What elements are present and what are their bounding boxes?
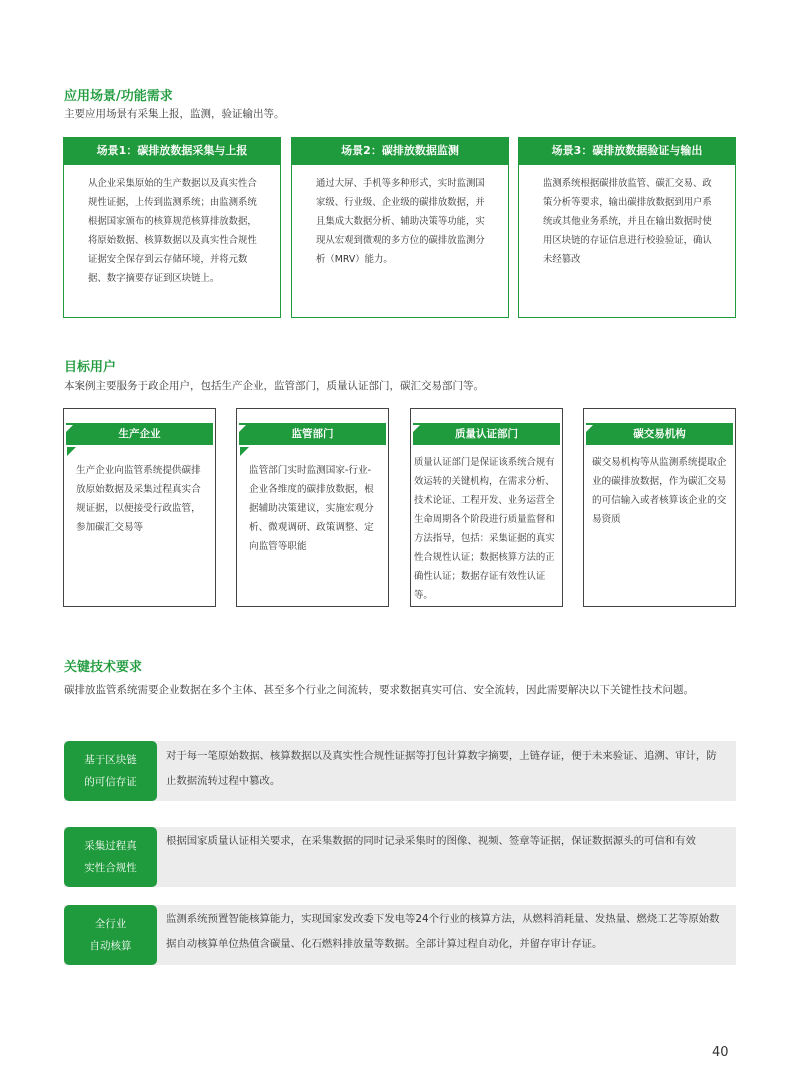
- user-card-title: 生产企业: [66, 423, 213, 445]
- tech-item-label: [64, 827, 157, 887]
- tech-item-label-line2: 的可信存证: [84, 776, 137, 788]
- section-title-users: 目标用户: [64, 360, 117, 375]
- user-card-title: 质量认证部门: [413, 423, 560, 445]
- user-card-3: [410, 408, 563, 607]
- section-intro-tech: 碳排放监管系统需要企业数据在多个主体、甚至多个行业之间流转，要求数据真实可信、安全流转，因此需要解决以下关键性技术问题。: [64, 684, 694, 696]
- tech-item-text: 监测系统预置智能核算能力，实现国家发改委下发电等24个行业的核算方法，从燃料消耗量、发热量、燃烧工艺等原始数据自动核算单位热值含碳量、化石燃料排放量等数据。全部计算过程自动化，并留存审计存证。: [166, 913, 720, 950]
- tech-item-label: [64, 905, 157, 965]
- user-card-text: 质量认证部门是保证该系统合规有效运转的关键机构，在需求分析、技术论证、工程开发、业务运营全生命周期各个阶段进行质量监督和方法指导，包括：采集证据的真实性合规性认证；数据核算方法的正确性认证；数据存证有效性认证等。: [414, 457, 555, 601]
- tech-item-label-line1: 基于区块链: [84, 754, 137, 766]
- tech-item-label: [64, 741, 157, 801]
- section-subtitle-scenarios: 主要应用场景有采集上报，监测，验证输出等。: [64, 108, 285, 120]
- user-card-1: [63, 408, 216, 607]
- tech-item-1: [64, 741, 736, 801]
- user-card-2: [236, 408, 389, 607]
- tech-item-label-line2: 自动核算: [89, 940, 132, 952]
- user-card-4: [583, 408, 736, 607]
- corner-mark-icon: [66, 425, 73, 432]
- corner-mark-icon: [586, 425, 593, 432]
- tech-item-2: [64, 827, 736, 887]
- corner-mark-icon: [239, 425, 246, 432]
- user-card-title: 监管部门: [239, 423, 386, 445]
- scenario-card-title: 场景1：碳排放数据采集与上报: [63, 137, 281, 165]
- section-title-tech: 关键技术要求: [64, 660, 143, 675]
- tech-item-text: 根据国家质量认证相关要求，在采集数据的同时记录采集时的图像、视频、签章等证据，保证数据源头的可信和有效: [166, 835, 696, 847]
- user-card-title: 碳交易机构: [586, 423, 733, 445]
- tech-item-3: [64, 905, 736, 965]
- scenario-card-text: 通过大屏、手机等多种形式，实时监测国家级、行业级、企业级的碳排放数据，并且集成大数据分析、辅助决策等功能，实现从宏观到微观的多方位的碳排放监测分析（MRV）能力。: [316, 178, 485, 265]
- corner-mark-icon: [413, 425, 420, 432]
- corner-triangle-icon: [67, 447, 76, 456]
- scenario-card-1: [63, 137, 281, 318]
- scenario-card-2: [291, 137, 509, 318]
- section-title-scenarios: 应用场景/功能需求: [64, 89, 173, 104]
- section-subtitle-users: 本案例主要服务于政企用户，包括生产企业，监管部门，质量认证部门，碳汇交易部门等。: [64, 380, 484, 392]
- user-card-text: 监管部门实时监测国家-行业-企业各维度的碳排放数据，根据辅助决策建议，实施宏观分析、微观调研、政策调整、定向监管等职能: [249, 465, 374, 552]
- scenario-card-text: 从企业采集原始的生产数据以及真实性合规性证据，上传到监测系统；由监测系统根据国家颁布的核算规范核算排放数据，将原始数据、核算数据以及真实性合规性证据安全保存到云存储环境，并将元数据、数字摘要存证到区块链上。: [88, 178, 257, 284]
- corner-triangle-icon: [240, 447, 249, 456]
- scenario-card-3: [518, 137, 736, 318]
- scenario-card-title: 场景2：碳排放数据监测: [291, 137, 509, 165]
- tech-item-label-line1: 采集过程真: [84, 840, 137, 852]
- user-card-text: 生产企业向监管系统提供碳排放原始数据及采集过程真实合规证据，以便接受行政监管，参加碳汇交易等: [76, 465, 201, 533]
- scenario-card-text: 监测系统根据碳排放监管、碳汇交易、政策分析等要求，输出碳排放数据到用户系统或其他业务系统，并且在输出数据时使用区块链的存证信息进行校验验证，确认未经篡改: [543, 178, 712, 265]
- scenario-card-title: 场景3：碳排放数据验证与输出: [518, 137, 736, 165]
- user-card-text: 碳交易机构等从监测系统提取企业的碳排放数据，作为碳汇交易的可信输入或者核算该企业的交易资质: [592, 457, 727, 525]
- page-number: 40: [712, 1045, 729, 1060]
- tech-item-label-line2: 实性合规性: [84, 862, 137, 874]
- tech-item-label-line1: 全行业: [94, 918, 127, 930]
- tech-item-text: 对于每一笔原始数据、核算数据以及真实性合规性证据等打包计算数字摘要，上链存证，便于未来验证、追溯、审计，防止数据流转过程中篡改。: [166, 750, 717, 787]
